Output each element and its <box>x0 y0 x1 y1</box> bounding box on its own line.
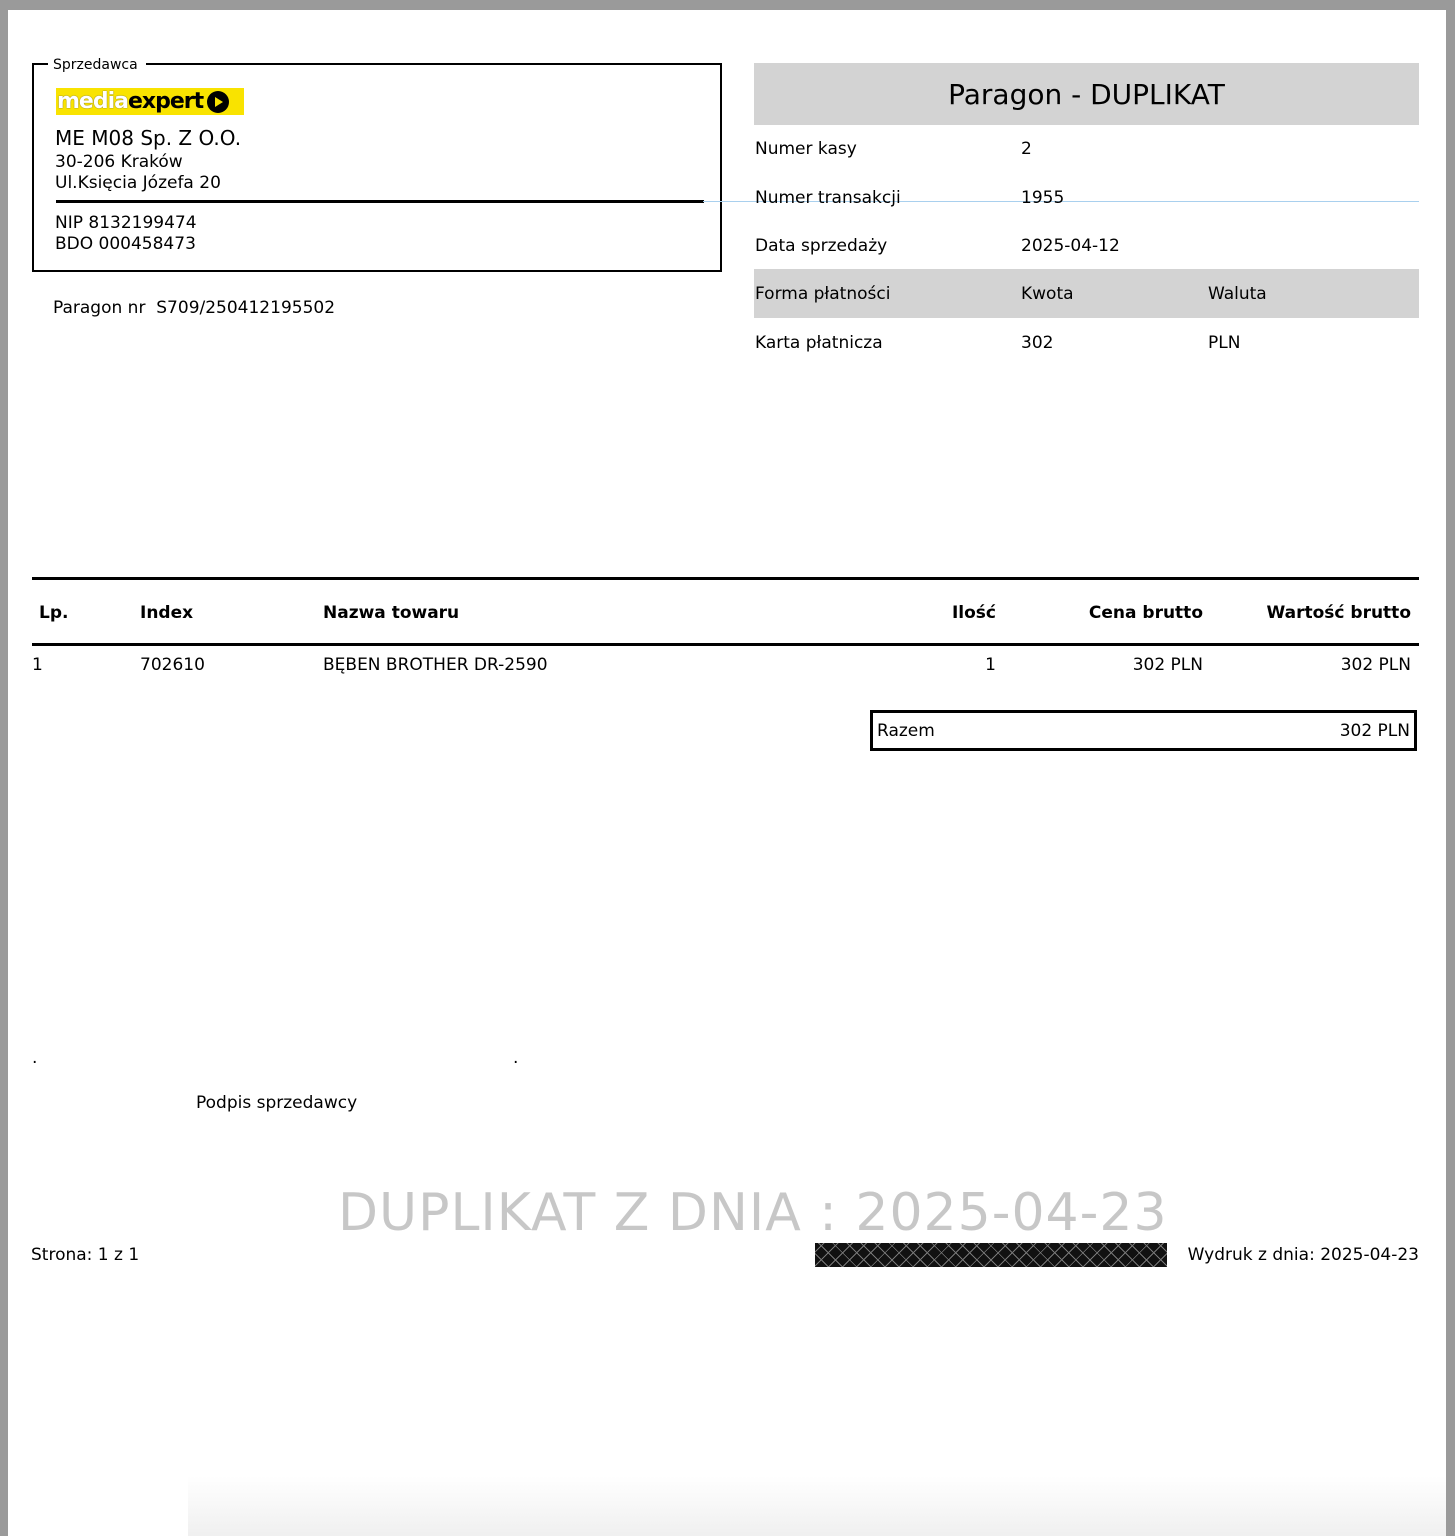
payment-method: Karta płatnicza <box>755 333 883 353</box>
seller-box <box>32 57 722 272</box>
mediaexpert-logo <box>56 88 244 115</box>
register-label: Numer kasy <box>755 139 857 159</box>
logo-text-media: media <box>57 89 128 114</box>
receipt-number-value: S709/250412195502 <box>156 298 336 318</box>
seller-bdo: BDO 000458473 <box>55 234 196 254</box>
col-header-lp: Lp. <box>39 603 69 623</box>
payment-method-header: Forma płatności <box>755 284 891 304</box>
signature-label: Podpis sprzedawcy <box>196 1093 358 1113</box>
total-value: 302 PLN <box>1339 720 1410 741</box>
row-qty: 1 <box>985 655 996 675</box>
table-top-rule <box>32 577 1419 580</box>
col-header-price: Cena brutto <box>1088 603 1203 623</box>
seller-nip: NIP 8132199474 <box>55 213 197 233</box>
seller-legend: Sprzedawca <box>48 56 146 74</box>
row-lp: 1 <box>32 655 43 675</box>
total-box <box>870 710 1417 751</box>
register-value: 2 <box>1021 139 1032 159</box>
receipt-page <box>8 10 1446 1536</box>
seller-name: ME M08 Sp. Z O.O. <box>55 126 242 150</box>
logo-text-expert: expert <box>127 89 204 114</box>
signature-dot-left: . <box>32 1048 38 1068</box>
play-arrow-icon <box>207 91 229 113</box>
payment-amount: 302 <box>1021 333 1054 353</box>
transaction-label: Numer transakcji <box>755 188 901 208</box>
col-header-name: Nazwa towaru <box>323 603 460 623</box>
col-header-qty: Ilość <box>951 603 996 623</box>
payment-amount-header: Kwota <box>1021 284 1074 304</box>
receipt-number-label: Paragon nr <box>53 298 146 318</box>
col-header-value: Wartość brutto <box>1266 603 1411 623</box>
payment-currency: PLN <box>1208 333 1241 353</box>
row-value: 302 PLN <box>1340 655 1411 675</box>
seller-divider <box>56 200 704 203</box>
sale-date-label: Data sprzedaży <box>755 236 888 256</box>
seller-postal-city: 30-206 Kraków <box>55 152 183 172</box>
row-name: BĘBEN BROTHER DR-2590 <box>323 655 548 675</box>
sale-date-value: 2025-04-12 <box>1021 236 1120 256</box>
col-header-index: Index <box>140 603 194 623</box>
duplicate-watermark: DUPLIKAT Z DNIA : 2025-04-23 <box>338 1183 1168 1243</box>
receipt-number <box>53 298 335 318</box>
row-index: 702610 <box>140 655 205 675</box>
total-label: Razem <box>877 720 935 741</box>
barcode-redacted <box>815 1243 1167 1267</box>
payment-currency-header: Waluta <box>1208 284 1267 304</box>
row-price: 302 PLN <box>1132 655 1203 675</box>
page-shadow <box>188 1476 1446 1536</box>
page-number: Strona: 1 z 1 <box>31 1245 140 1265</box>
table-header-rule <box>32 643 1419 646</box>
signature-dot-right: . <box>513 1048 519 1068</box>
seller-street: Ul.Księcia Józefa 20 <box>55 173 221 193</box>
print-date: Wydruk z dnia: 2025-04-23 <box>1187 1245 1419 1265</box>
transaction-value: 1955 <box>1021 188 1065 208</box>
document-title: Paragon - DUPLIKAT <box>754 63 1419 125</box>
